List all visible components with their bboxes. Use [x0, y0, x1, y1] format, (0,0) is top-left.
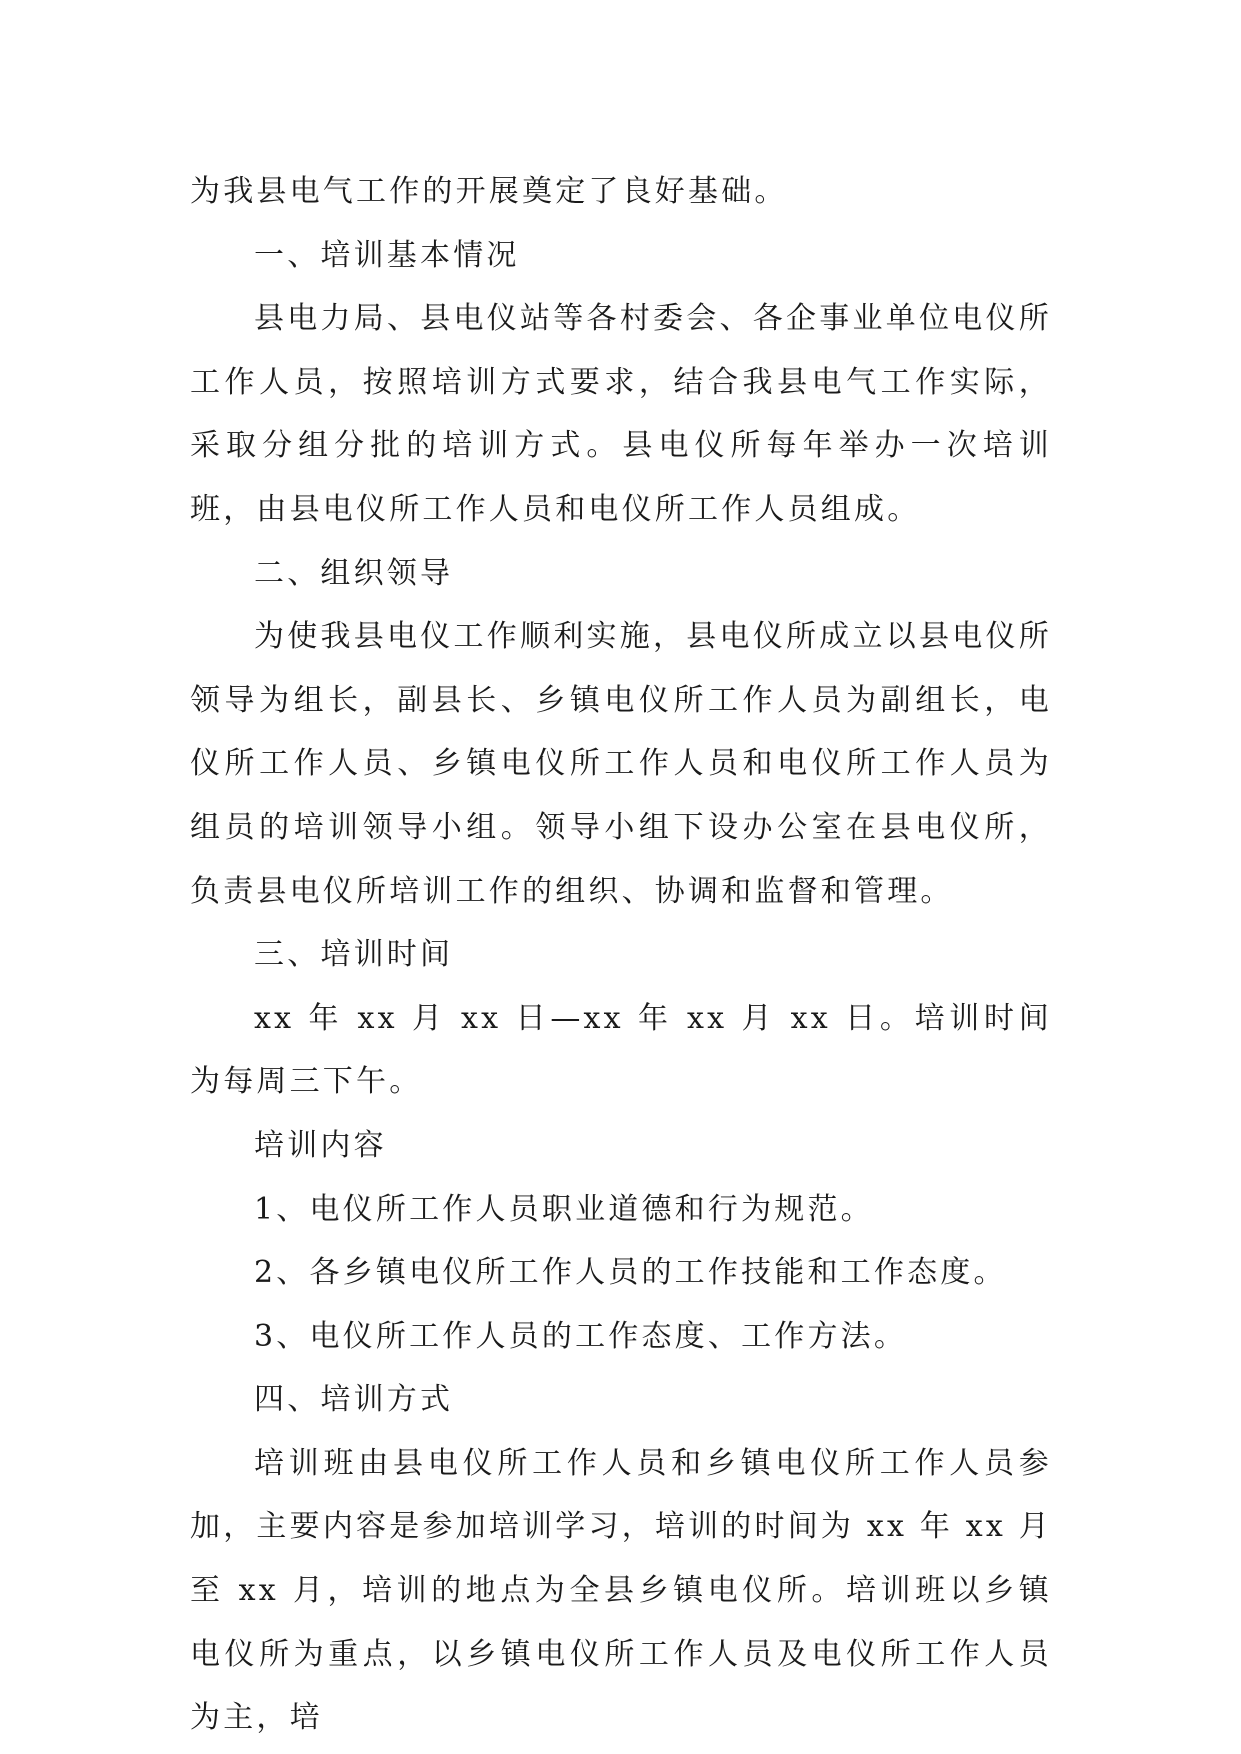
paragraph-training-time: xx 年 xx 月 xx 日—xx 年 xx 月 xx 日。培训时间为每周三下午。	[190, 1000, 1052, 1100]
list-item-content-2: 2、各乡镇电仪所工作人员的工作技能和工作态度。	[254, 1255, 1007, 1291]
paragraph-organization: 为使我县电仪工作顺利实施，县电仪所成立以县电仪所领导为组长，副县长、乡镇电仪所工作人员为副组长，电仪所工作人员、乡镇电仪所工作人员和电仪所工作人员为组员的培训领导小组。领导小组下设办公室在县电仪所，负责县电仪所培训工作的组织、协调和监督和管理。	[190, 619, 1052, 909]
heading-training-content: 培训内容	[254, 1127, 387, 1163]
heading-training-time: 三、培训时间	[254, 937, 454, 973]
paragraph-intro-continuation: 为我县电气工作的开展奠定了良好基础。	[190, 174, 788, 209]
list-item-content-3: 3、电仪所工作人员的工作态度、工作方法。	[254, 1318, 908, 1354]
paragraph-training-method: 培训班由县电仪所工作人员和乡镇电仪所工作人员参加，主要内容是参加培训学习，培训的时间为 xx 年 xx 月至 xx 月，培训的地点为全县乡镇电仪所。培训班以乡镇电仪所为重点，以乡镇电仪所工作人员及电仪所工作人员为主，培	[190, 1445, 1052, 1736]
list-item-content-1: 1、电仪所工作人员职业道德和行为规范。	[254, 1191, 874, 1227]
heading-organization: 二、组织领导	[254, 555, 454, 591]
paragraph-training-overview: 县电力局、县电仪站等各村委会、各企事业单位电仪所工作人员，按照培训方式要求，结合我县电气工作实际，采取分组分批的培训方式。县电仪所每年举办一次培训班，由县电仪所工作人员和电仪所工作人员组成。	[190, 301, 1052, 527]
document-body	[190, 160, 1052, 1750]
heading-training-overview: 一、培训基本情况	[254, 237, 520, 273]
heading-training-method: 四、培训方式	[254, 1382, 454, 1418]
